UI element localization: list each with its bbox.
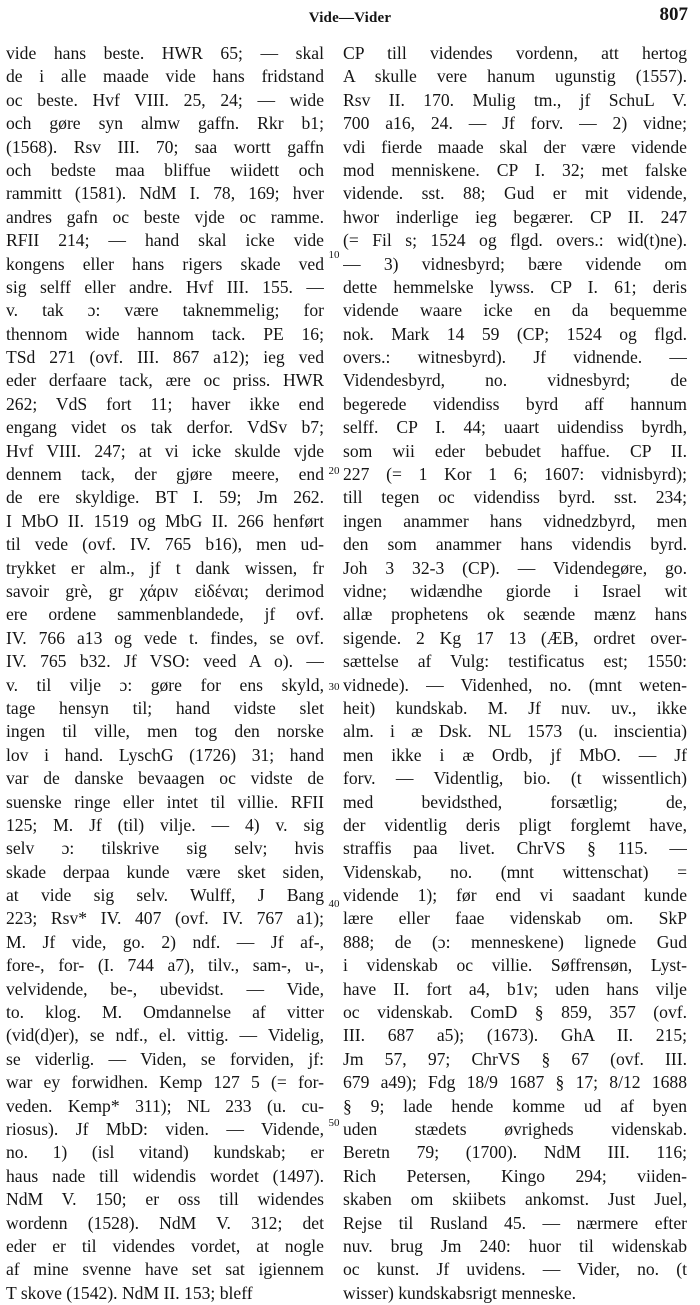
text-line: de i alle maade vide hans fridstand <box>6 66 324 87</box>
text-line: Hvf VIII. 247; at vi icke skulde vjde <box>6 440 324 461</box>
text-line: eder derfaare tack, ære oc priss. HWR <box>6 370 324 391</box>
text-line: forv. — Videntlig, bio. (t wissentlich) <box>343 768 687 789</box>
text-line: hwor inderlige ieg begærer. CP II. 247 <box>343 206 687 227</box>
text-line: (vid(d)er), se ndf., el. vittig. — Videlig, <box>6 1025 324 1046</box>
left-column <box>6 42 324 1305</box>
line-number: 30 <box>328 681 340 693</box>
text-line: 227 (= 1 Kor 1 6; 1607: vidnisbyrd); <box>343 464 687 485</box>
text-line: oc videnskab. ComD § 859, 357 (ovf. <box>343 1002 687 1023</box>
text-line: have II. fort a4, b1v; uden hans vilje <box>343 978 687 999</box>
text-line: eder er til videndes vordet, at nogle <box>6 1235 324 1256</box>
text-line: oc kunst. Jf uvidens. — Vider, no. (t <box>343 1259 687 1280</box>
text-line: med bevidsthed, forsætlig; de, <box>343 791 687 812</box>
text-line: TSd 271 (ovf. III. 867 a12); ieg ved <box>6 347 324 368</box>
text-line: Jm 57, 97; ChrVS § 67 (ovf. III. <box>343 1048 687 1069</box>
text-line: III. 687 a5); (1673). GhA II. 215; <box>343 1025 687 1046</box>
text-line: 700 a16, 24. — Jf forv. — 2) vidne; <box>343 113 687 134</box>
text-line: selff. CP I. 44; uaart uidendiss byrdh, <box>343 417 687 438</box>
text-line: se viderlig. — Viden, se forviden, jf: <box>6 1048 324 1069</box>
text-line: wordenn (1528). NdM V. 312; det <box>6 1212 324 1233</box>
text-line: och gøre syn almw gaffn. Rkr b1; <box>6 113 324 134</box>
text-line: til vede (ovf. IV. 765 b16), men ud- <box>6 534 324 555</box>
text-line: Beretn 79; (1700). NdM III. 116; <box>343 1142 687 1163</box>
text-line: at vide sig selv. Wulff, J Bang <box>6 885 324 906</box>
line-number: 50 <box>328 1117 340 1129</box>
text-line: alm. i æ Dsk. NL 1573 (u. inscientia) <box>343 721 687 742</box>
text-line: A skulle vere hanum ugunstig (1557). <box>343 66 687 87</box>
text-line: 888; de (ɔ: menneskene) lignede Gud <box>343 931 687 952</box>
text-line: I MbO II. 1519 og MbG II. 266 henført <box>6 510 324 531</box>
text-line: ere ordene sammenblandede, jf ovf. <box>6 604 324 625</box>
text-line: fore-, for- (I. 744 a7), tilv., sam-, u-, <box>6 955 324 976</box>
text-line: sættelse af Vulg: testificatus est; 1550: <box>343 651 687 672</box>
line-number: 10 <box>328 249 340 261</box>
text-line: RFII 214; — hand skal icke vide <box>6 230 324 251</box>
text-line: sigende. 2 Kg 17 13 (ÆB, ordret over- <box>343 627 687 648</box>
text-line: T skove (1542). NdM II. 153; bleff <box>6 1282 253 1303</box>
text-line: vidende 1); før end vi saadant kunde <box>343 885 687 906</box>
text-line: rammitt (1581). NdM I. 78, 169; hver <box>6 183 324 204</box>
text-line: i videnskab oc villie. Søffrensøn, Lyst- <box>343 955 687 976</box>
text-line: skade derpaa kunde være sket siden, <box>6 861 324 882</box>
right-column <box>343 42 687 1305</box>
text-line: 125; M. Jf (til) vilje. — 4) v. sig <box>6 814 324 835</box>
text-line: — 3) vidnesbyrd; bære vidende om <box>343 253 687 274</box>
text-line: Rsv II. 170. Mulig tm., jf SchuL V. <box>343 89 687 110</box>
page-number: 807 <box>659 4 688 25</box>
text-line: vdi fierde maade skal der være vidende <box>343 136 687 157</box>
text-line: uden stædets øvrigheds videnskab. <box>343 1118 687 1139</box>
text-line: thennom wide hannom tack. PE 16; <box>6 323 324 344</box>
text-line: oc beste. Hvf VIII. 25, 24; — wide <box>6 89 324 110</box>
text-line: vidende. sst. 88; Gud er mit vidende, <box>343 183 687 204</box>
text-line: dette hemmelske lywss. CP I. 61; deris <box>343 276 687 297</box>
text-line: (1568). Rsv III. 70; saa wortt gaffn <box>6 136 324 157</box>
text-line: vidne; widændhe giorde i Israel wit <box>343 580 687 601</box>
text-line: Videndesbyrd, no. vidnesbyrd; de <box>343 370 687 391</box>
text-line: och bedste maa bliffue wiidett och <box>6 159 324 180</box>
text-line: tage hensyn til; hand vidste slet <box>6 697 324 718</box>
text-line: nuv. brug Jm 240: huor til widenskab <box>343 1235 687 1256</box>
text-line: 262; VdS fort 11; haver ikke end <box>6 393 324 414</box>
text-line: IV. 766 a13 og vede t. findes, se ovf. <box>6 627 324 648</box>
text-line: riosus). Jf MbD: viden. — Vidende, <box>6 1118 324 1139</box>
text-line: CP till videndes vordenn, att hertog <box>343 43 687 63</box>
text-line: Joh 3 32-3 (CP). — Videndegøre, go. <box>343 557 687 578</box>
text-line: suenske ringe eller intet til villie. RFII <box>6 791 324 812</box>
text-line: var de danske bevaagen oc vidste de <box>6 768 324 789</box>
text-line: lov i hand. LyschG (1726) 31; hand <box>6 744 324 765</box>
text-line: wisser) kundskabsrigt menneske. <box>343 1282 577 1303</box>
text-line: v. til vilje ɔ: gøre for ens skyld, <box>6 674 324 695</box>
text-line: ingen til ville, men tog den norske <box>6 721 324 742</box>
text-line: Rich Petersen, Kingo 294; viiden- <box>343 1165 687 1186</box>
text-line: Videnskab, no. (mnt wittenschat) = <box>343 861 687 882</box>
text-line: vide hans beste. HWR 65; — skal <box>6 43 324 63</box>
line-number: 40 <box>328 898 340 910</box>
text-line: overs.: witnesbyrd). Jf vidnende. — <box>343 347 687 368</box>
text-line: mod menniskene. CP I. 32; met falske <box>343 159 687 180</box>
text-line: Rejse til Rusland 45. — nærmere efter <box>343 1212 687 1233</box>
text-line: selv ɔ: tilskrive sig selv; hvis <box>6 838 324 859</box>
text-line: allæ prophetens ok seænde mænz hans <box>343 604 687 625</box>
text-line: men ikke i æ Ordb, jf MbO. — Jf <box>343 744 687 765</box>
text-line: nok. Mark 14 59 (CP; 1524 og flgd. <box>343 323 687 344</box>
text-line: haus nade till widendis wordet (1497). <box>6 1165 324 1186</box>
text-line: velvidende, be-, ubevidst. — Vide, <box>6 978 324 999</box>
text-line: begerede videndiss byrd aff hannum <box>343 393 687 414</box>
text-line: af mine svenne have set sat igiennem <box>6 1259 324 1280</box>
text-line: 679 a49); Fdg 18/9 1687 § 17; 8/12 1688 <box>343 1072 687 1093</box>
text-line: andres gafn oc beste vjde oc ramme. <box>6 206 324 227</box>
text-line: heit) kundskab. M. Jf nuv. uv., ikke <box>343 697 687 718</box>
text-line: vidnede). — Videnhed, no. (mnt weten- <box>343 674 687 695</box>
text-line: ingen anammer hans vidnedzbyrd, men <box>343 510 687 531</box>
text-line: to. klog. M. Omdannelse af vitter <box>6 1002 324 1023</box>
text-line: 223; Rsv* IV. 407 (ovf. IV. 767 a1); <box>6 908 324 929</box>
text-line: sig selff eller andre. Hvf III. 155. — <box>6 276 324 297</box>
text-line: lære eller faae videnskab om. SkP <box>343 908 687 929</box>
text-line: NdM V. 150; er oss till widendes <box>6 1189 324 1210</box>
text-line: till tegen oc videndiss byrd. sst. 234; <box>343 487 687 508</box>
text-line: straffis paa livet. ChrVS § 115. — <box>343 838 687 859</box>
text-line: dennem tack, der gjøre meere, end <box>6 464 324 485</box>
text-line: vidende waare icke en da bequemme <box>343 300 687 321</box>
text-line: trykket er alm., jf t dank wissen, fr <box>6 557 324 578</box>
text-line: war ey forwidhen. Kemp 127 5 (= for- <box>6 1072 324 1093</box>
text-line: der videntlig deris pligt forglemt have, <box>343 814 687 835</box>
text-line: IV. 765 b32. Jf VSO: veed A o). — <box>6 651 324 672</box>
text-line: de ere skyldige. BT I. 59; Jm 262. <box>6 487 324 508</box>
text-line: (= Fil s; 1524 og flgd. overs.: wid(t)ne). <box>343 230 687 251</box>
text-line: veden. Kemp* 311); NL 233 (u. cu- <box>6 1095 324 1116</box>
text-line: § 9; lade hende komme ud af byen <box>343 1095 687 1116</box>
text-line: den som anammer hans videndis byrd. <box>343 534 687 555</box>
running-head: Vide—Vider <box>308 10 392 26</box>
text-line: engang videt os tak derfor. VdSv b7; <box>6 417 324 438</box>
text-line: savoir grè, gr χάριν εἰδέναι; derimod <box>6 580 324 601</box>
text-line: kongens eller hans rigers skade ved <box>6 253 324 274</box>
text-line: skaben om skiibets ankomst. Just Juel, <box>343 1189 687 1210</box>
text-line: v. tak ɔ: være taknemmelig; for <box>6 300 324 321</box>
text-line: som wii eder bebudet haffue. CP II. <box>343 440 687 461</box>
text-line: M. Jf vide, go. 2) ndf. — Jf af-, <box>6 931 324 952</box>
text-line: no. 1) (isl vitand) kundskab; er <box>6 1142 324 1163</box>
line-number: 20 <box>328 465 340 477</box>
